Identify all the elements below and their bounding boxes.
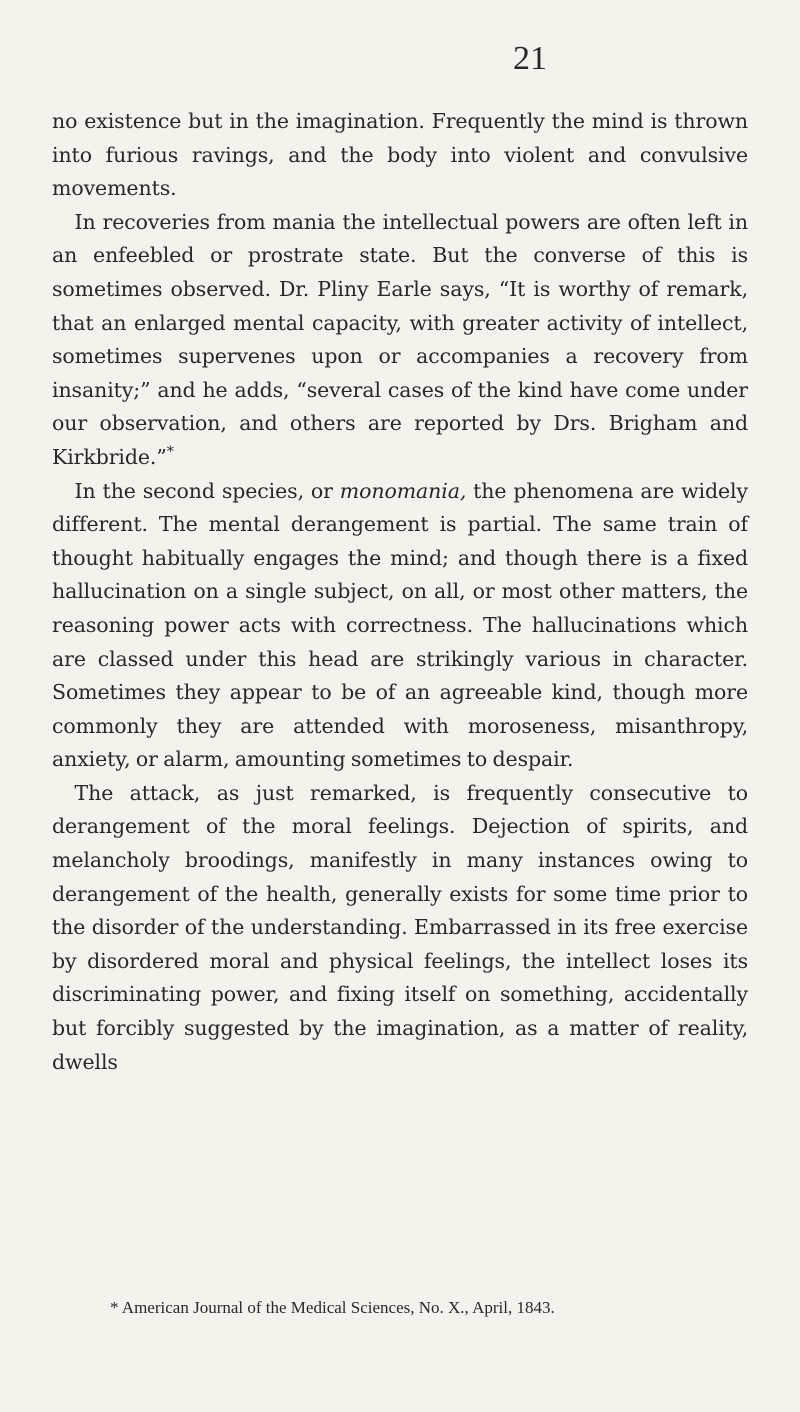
paragraph-text: In the second species, or xyxy=(74,478,340,503)
paragraph xyxy=(52,206,748,475)
body-text xyxy=(52,105,748,1079)
paragraph xyxy=(52,105,748,206)
italic-term: monomania, xyxy=(339,478,467,503)
page-number: 21 xyxy=(513,40,547,77)
paragraph-text: In recoveries from mania the intellectual powers are often left in an enfeebled or prostrate state. But the converse of this is sometimes observed. Dr. Pliny Earle says, “It is worthy of remark, that an enlarged mental capacity, with greater activity of intellect, sometimes supervenes upon or accompanies a recovery from insanity;” and he adds, “several cases of the kind have come under our observation, and others are reported by Drs. Brigham and Kirkbride.” xyxy=(52,209,748,469)
paragraph xyxy=(52,475,748,777)
footnote-mark: * xyxy=(166,444,174,461)
paragraph-text: no existence but in the imagination. Frequently the mind is thrown into furious ravings, and the body into violent and convulsive movements. xyxy=(52,109,748,201)
paragraph-text: the phenomena are widely different. The mental derangement is partial. The same train of thought habitually engages the mind; and though there is a fixed hallucination on a single subject, on all, or most other matters, the reasoning power acts with correctness. The hallucinations which are classed under this head are strikingly various in character. Sometimes they appear to be of an agreeable kind, though more commonly they are attended with moroseness, misanthropy, anxiety, or alarm, amounting sometimes to despair. xyxy=(52,478,748,772)
paragraph xyxy=(52,777,748,1079)
footnote: * American Journal of the Medical Sciences, No. X., April, 1843. xyxy=(110,1298,555,1317)
paragraph-text: The attack, as just remarked, is frequently consecutive to derangement of the moral feelings. Dejection of spirits, and melancholy broodings, manifestly in many instances owing to derangement of the health, generally exists for some time prior to the disorder of the understanding. Embarrassed in its free exercise by disordered moral and physical feelings, the intellect loses its discriminating power, and fixing itself on something, accidentally but forcibly suggested by the imagination, as a matter of reality, dwells xyxy=(52,780,748,1074)
